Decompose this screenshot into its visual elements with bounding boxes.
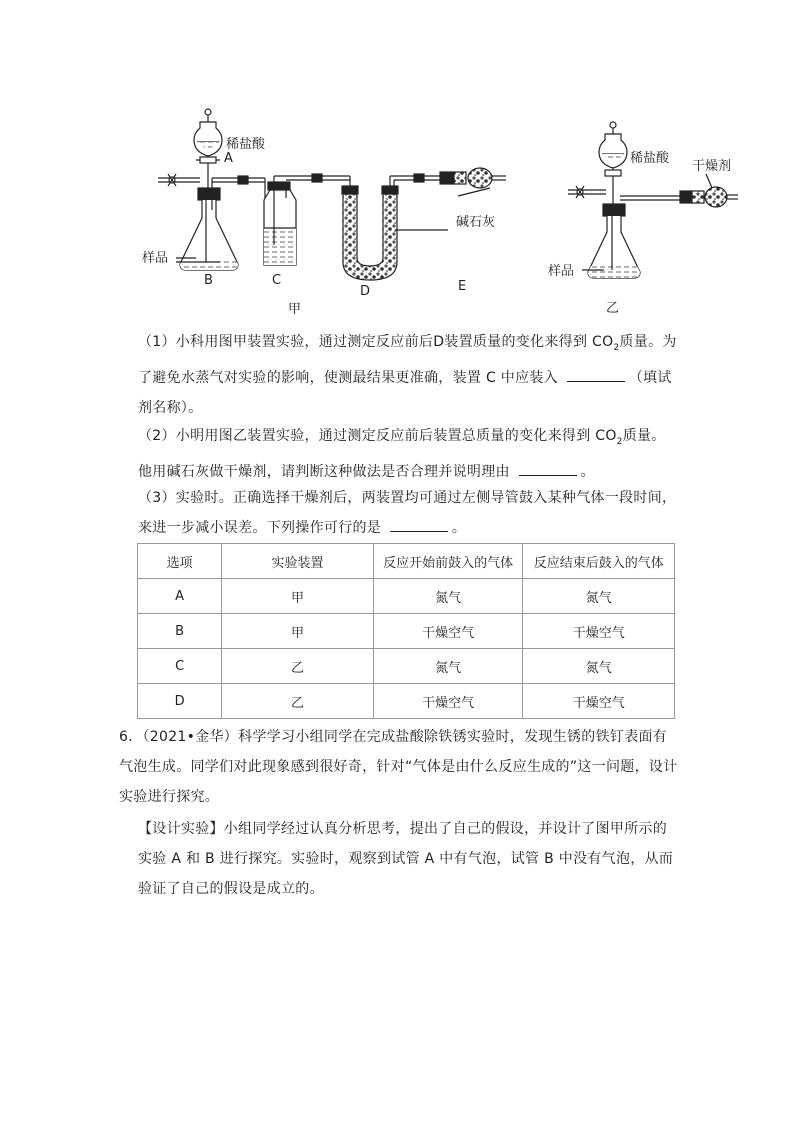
table-row xyxy=(138,614,675,649)
apparatus-jia xyxy=(158,109,506,280)
table-header: 反应结束后鼓入的气体 xyxy=(523,544,675,579)
table-cell: 甲 xyxy=(222,614,374,649)
jia-label-a: A xyxy=(224,151,233,166)
table-cell: B xyxy=(138,614,222,649)
jia-caption: 甲 xyxy=(288,302,302,317)
jia-label-e: E xyxy=(458,279,467,294)
question-2: （2）小明用图乙装置实验，通过测定反应前后装置总质量的变化来得到 $CO_2$质量。他用碱石灰做干燥剂，请判断这种做法是否合理并说明理由 。 xyxy=(138,428,666,480)
drying-tube-e xyxy=(440,168,506,188)
question-1: （1）小科用图甲装置实验，通过测定反应前后D装置质量的变化来得到 $CO_2$质量。为了避免水蒸气对实验的影响，使测最结果更准确，装置 C 中应装入 （填试剂名称）。 xyxy=(138,334,677,416)
table-row xyxy=(138,579,675,614)
question-6-design: 【设计实验】小组同学经过认真分析思考，提出了自己的假设，并设计了图甲所示的实验 A 和 B 进行探究。实验时，观察到试管 A 中有气泡，试管 B 中没有气泡，从而验证了自己的假设是成立的。 xyxy=(138,821,674,897)
table-cell: 干燥空气 xyxy=(373,614,523,649)
jia-label-d: D xyxy=(360,284,371,299)
table-header-row xyxy=(138,544,675,579)
table-cell: 乙 xyxy=(222,684,374,719)
table-cell: 氮气 xyxy=(373,649,523,684)
table-row xyxy=(138,649,675,684)
table-cell: 氮气 xyxy=(523,649,675,684)
apparatus-figure xyxy=(0,0,794,330)
question-6: 6．（2021•金华）科学学习小组同学在完成盐酸除铁锈实验时，发现生锈的铁钉表面有气泡生成。同学们对此现象感到很好奇，针对“气体是由什么反应生成的”这一问题，设计实验进行探究。 xyxy=(119,729,678,805)
table-cell: 氮气 xyxy=(373,579,523,614)
jia-sample-label: 样品 xyxy=(142,251,169,266)
jia-acid-label: 稀盐酸 xyxy=(226,137,266,152)
yi-caption: 乙 xyxy=(606,301,620,316)
jia-soda-lime-label: 碱石灰 xyxy=(456,215,496,230)
table-header: 反应开始前鼓入的气体 xyxy=(373,544,523,579)
options-table xyxy=(137,543,675,719)
yi-acid-label: 稀盐酸 xyxy=(630,151,670,166)
jia-label-c: C xyxy=(272,273,282,288)
table-header: 选项 xyxy=(138,544,222,579)
flask-b xyxy=(176,178,238,270)
answer-blank-1[interactable] xyxy=(567,367,625,382)
question-3: （3）实验时。正确选择干燥剂后，两装置均可通过左侧导管鼓入某种气体一段时间，来进一步减小误差。下列操作可行的是 。 xyxy=(138,490,677,536)
table-cell: D xyxy=(138,684,222,719)
table-cell: A xyxy=(138,579,222,614)
jia-label-b: B xyxy=(204,273,213,288)
answer-blank-3[interactable] xyxy=(390,517,448,532)
table-cell: 干燥空气 xyxy=(373,684,523,719)
table-cell: 干燥空气 xyxy=(523,684,675,719)
table-cell: 氮气 xyxy=(523,579,675,614)
table-cell: 甲 xyxy=(222,579,374,614)
table-cell: C xyxy=(138,649,222,684)
apparatus-yi xyxy=(568,122,738,278)
table-row xyxy=(138,684,675,719)
table-cell: 干燥空气 xyxy=(523,614,675,649)
answer-blank-2[interactable] xyxy=(519,461,577,476)
u-tube-d xyxy=(342,186,398,280)
table-header: 实验装置 xyxy=(222,544,374,579)
yi-sample-label: 样品 xyxy=(548,264,575,279)
yi-desiccant-label: 干燥剂 xyxy=(692,159,732,174)
wash-bottle-c xyxy=(264,182,296,265)
table-cell: 乙 xyxy=(222,649,374,684)
